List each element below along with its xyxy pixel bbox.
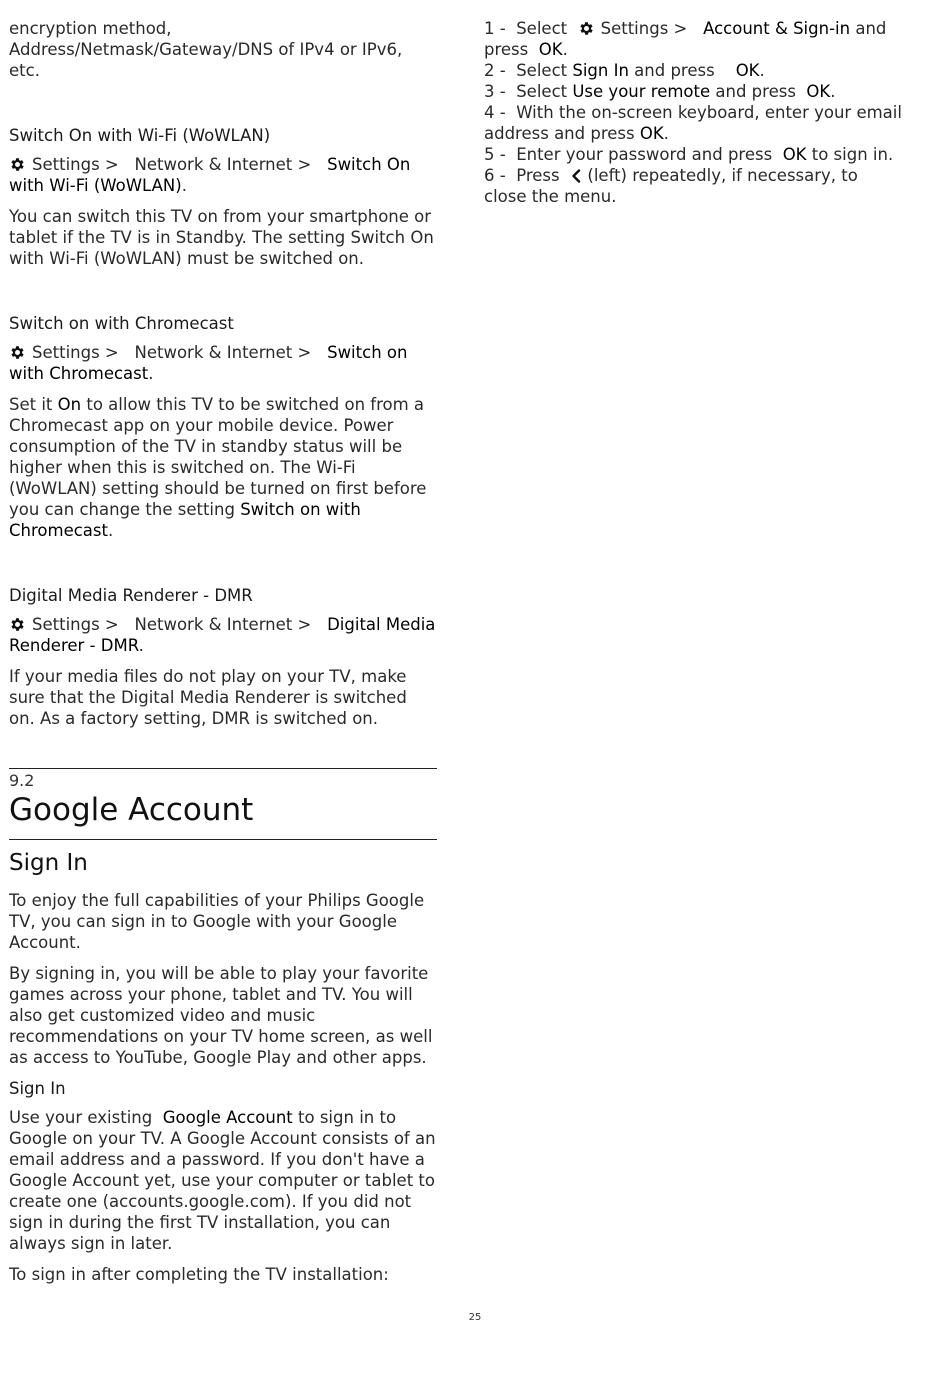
path-settings: Settings >: [32, 615, 119, 634]
body-text: Set it: [9, 395, 53, 414]
step-number: 5 -: [484, 145, 506, 164]
path-settings: Settings >: [32, 343, 119, 362]
step-3: [484, 81, 904, 102]
setting-name: Switch on with Chromecast: [9, 500, 361, 540]
dmr-heading: Digital Media Renderer - DMR: [9, 586, 253, 605]
gear-icon: [9, 156, 26, 173]
ok-key: OK: [639, 124, 664, 143]
body-text: to allow this TV to be switched on from a Chromecast app on your mobile device. Power consumption of the TV in standby status will be higher when this is switched on. The Wi-Fi (WoWLAN) setting should be turned on first before you can change the setting: [9, 395, 427, 519]
wowlan-heading: Switch On with Wi-Fi (WoWLAN): [9, 126, 271, 145]
gear-icon: [9, 616, 26, 633]
path-network: Network & Internet >: [134, 155, 312, 174]
step-text: Select: [516, 61, 568, 80]
body-text: to sign in to Google on your TV. A Google Account consists of an email address and a password. If you don't have a Google Account yet, use your computer or tablet to create one (accounts.google.com). If you did not sign in during the first TV installation, you can always sign in later.: [9, 1108, 436, 1253]
on-keyword: On: [57, 395, 82, 414]
body-text: Use your existing: [9, 1108, 153, 1127]
google-account-term: Google Account: [162, 1108, 293, 1127]
path-item: Use your remote: [572, 82, 711, 101]
path-end: .: [138, 636, 144, 655]
step-text: and press: [634, 61, 715, 80]
right-column: [484, 18, 904, 207]
step-text: Select: [516, 82, 568, 101]
path-item: Digital Media Renderer - DMR: [9, 615, 436, 655]
left-column: [9, 18, 437, 1285]
wowlan-path: [9, 154, 437, 196]
step-text: Enter your password and press: [516, 145, 773, 164]
step-number: 6 -: [484, 166, 506, 185]
step-end: .: [562, 40, 568, 59]
step-2: [484, 60, 904, 81]
path-network: Network & Internet >: [134, 615, 312, 634]
gear-icon: [9, 344, 26, 361]
para-account: [9, 1107, 437, 1254]
path-item: Switch on with Chromecast: [9, 343, 408, 383]
wowlan-body: You can switch this TV on from your smartphone or tablet if the TV is in Standby. The setting Switch On with Wi-Fi (WoWLAN) must be switched on.: [9, 207, 434, 268]
path-end: .: [148, 364, 154, 383]
chromecast-body: [9, 394, 437, 541]
path-item: Sign In: [572, 61, 629, 80]
subsection-title: Sign In: [9, 850, 88, 876]
chevron-left-icon: [570, 169, 582, 183]
signin-heading: Sign In: [9, 1079, 66, 1098]
step-text: and press: [715, 82, 796, 101]
path-item: Account & Sign-in: [703, 19, 851, 38]
step-4: [484, 102, 904, 144]
para-after-install: To sign in after completing the TV installation:: [9, 1265, 389, 1284]
path-item: Switch On with Wi-Fi (WoWLAN): [9, 155, 411, 195]
dmr-body: If your media files do not play on your TV, make sure that the Digital Media Renderer is switched on. As a factory setting, DMR is switched on.: [9, 667, 407, 728]
step-1: [484, 18, 904, 60]
step-number: 4 -: [484, 103, 506, 122]
step-text: Select: [516, 19, 568, 38]
dmr-path: [9, 614, 437, 656]
step-end: .: [830, 82, 836, 101]
step-number: 2 -: [484, 61, 506, 80]
step-text: to sign in.: [811, 145, 894, 164]
section-rule: [9, 768, 437, 769]
chromecast-heading: Switch on with Chromecast: [9, 314, 234, 333]
path-end: .: [181, 176, 187, 195]
section-title: Google Account: [9, 792, 254, 828]
section-number: 9.2: [9, 771, 35, 790]
path-settings: Settings >: [600, 19, 688, 38]
step-number: 1 -: [484, 19, 506, 38]
step-text: and press: [484, 19, 887, 59]
path-settings: Settings >: [32, 155, 119, 174]
ok-key: OK: [782, 145, 807, 164]
step-text: (left) repeatedly, if necessary, to close the menu.: [484, 166, 858, 206]
step-end: .: [663, 124, 669, 143]
step-number: 3 -: [484, 82, 506, 101]
subsection-rule: [9, 839, 437, 840]
gear-icon: [578, 20, 595, 37]
step-5: [484, 144, 904, 165]
ok-key: OK: [806, 82, 831, 101]
step-text: With the on-screen keyboard, enter your email address and press: [484, 103, 902, 143]
path-network: Network & Internet >: [134, 343, 312, 362]
chromecast-path: [9, 342, 437, 384]
ok-key: OK: [538, 40, 563, 59]
ok-key: OK: [735, 61, 760, 80]
intro-text: encryption method, Address/Netmask/Gateway/DNS of IPv4 or IPv6, etc.: [9, 19, 403, 80]
step-text: Press: [516, 166, 560, 185]
page-number: 25: [468, 1312, 482, 1323]
para-intro: To enjoy the full capabilities of your Philips Google TV, you can sign in to Google with your Google Account.: [9, 891, 425, 952]
step-end: .: [759, 61, 765, 80]
step-6: [484, 165, 904, 207]
body-end: .: [107, 521, 114, 540]
para-benefits: By signing in, you will be able to play your favorite games across your phone, tablet and TV. You will also get customized video and music recommendations on your TV home screen, as well as access to YouTube, Google Play and other apps.: [9, 964, 433, 1067]
